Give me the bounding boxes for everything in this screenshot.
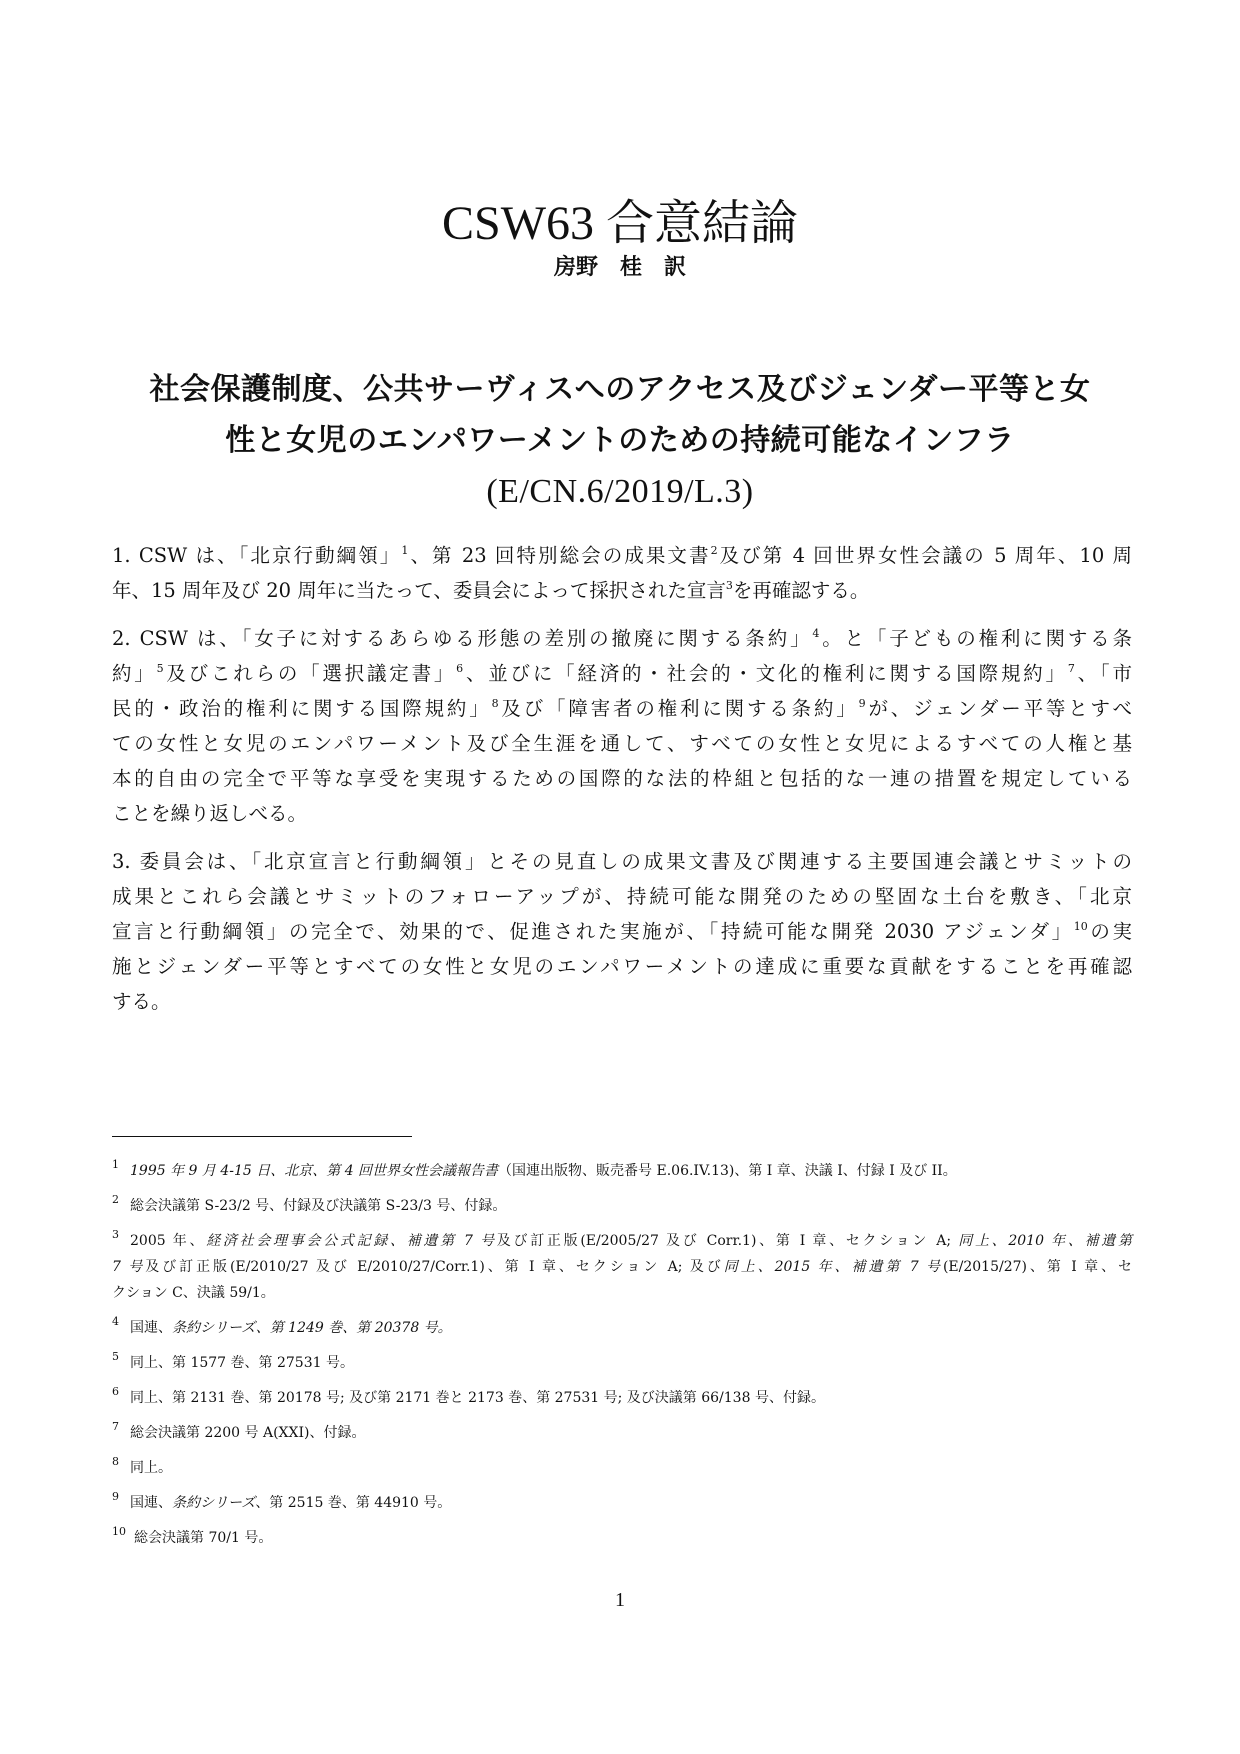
footnote-reference[interactable]: 3 xyxy=(725,579,733,592)
paragraph-line xyxy=(112,879,1132,914)
footnotes xyxy=(112,1158,1132,1560)
footnote-10 xyxy=(112,1525,1132,1551)
footnote-line xyxy=(134,1525,1132,1551)
footnote-number: 10 xyxy=(112,1525,126,1538)
paragraph-line xyxy=(112,538,1132,573)
footnote-text xyxy=(130,1455,1132,1481)
text-run: 総会決議第 2200 号 A(XXI)、付録。 xyxy=(130,1425,366,1441)
footnote-3 xyxy=(112,1228,1132,1306)
footnote-text xyxy=(130,1385,1132,1411)
italic-text: 1995 年 9 月 4-15 日、北京、第 4 回世界女性会議報告書 xyxy=(130,1163,499,1179)
footnote-text xyxy=(130,1193,1132,1219)
footnote-reference[interactable]: 2 xyxy=(710,544,718,557)
paragraph-line xyxy=(112,656,1132,691)
text-run: を再確認する。 xyxy=(732,579,870,602)
text-run: 成果とこれら会議とサミットのフォローアップが、持続可能な開発のための堅固な土台を敷き、「北京 xyxy=(112,885,1133,908)
text-run: 国連、 xyxy=(130,1320,172,1336)
text-run: 、第 2515 巻、第 44910 号。 xyxy=(255,1495,452,1511)
text-run: 宣言と行動綱領」の完全で、効果的で、促進された実施が、「持続可能な開発 2030 アジェンダ」 xyxy=(112,920,1074,943)
text-run: 総会決議第 S-23/2 号、付録及び決議第 S-23/3 号、付録。 xyxy=(130,1198,507,1214)
footnote-number: 4 xyxy=(112,1315,119,1328)
italic-text: 条約シリーズ xyxy=(172,1495,256,1511)
footnote-1 xyxy=(112,1158,1132,1184)
section-heading xyxy=(100,364,1140,517)
text-run: 同上。 xyxy=(130,1460,172,1476)
paragraph-line xyxy=(112,726,1132,761)
footnote-reference[interactable]: 7 xyxy=(1067,662,1075,675)
italic-text: 7 号 xyxy=(112,1259,146,1275)
text-run: ことを繰り返しべる。 xyxy=(112,802,308,825)
text-run: 及び「障害者の権利に関する条約」 xyxy=(498,697,859,720)
text-run: 本的自由の完全で平等な享受を実現するための国際的な法的枠組と包括的な一連の措置を規定している xyxy=(112,767,1132,790)
footnote-reference[interactable]: 9 xyxy=(858,697,866,710)
text-run: 、並びに「経済的・社会的・文化的権利に関する国際規約」 xyxy=(463,662,1068,685)
text-run: 、「市 xyxy=(1074,662,1132,685)
footnote-line xyxy=(130,1193,1132,1219)
text-run: 及び訂正版(E/2010/27 及び E/2010/27/Corr.1)、第 I 章、セクション A; 及び xyxy=(145,1259,724,1275)
footnote-reference[interactable]: 6 xyxy=(456,662,464,675)
text-run: 及び訂正版(E/2005/27 及び Corr.1)、第 I 章、セクション A; xyxy=(496,1233,959,1249)
footnote-line xyxy=(130,1490,1132,1516)
footnote-line xyxy=(130,1350,1132,1376)
footnote-2 xyxy=(112,1193,1132,1219)
footnote-reference[interactable]: 8 xyxy=(491,697,499,710)
footnote-line xyxy=(130,1385,1132,1411)
footnote-number: 1 xyxy=(112,1158,119,1171)
footnote-text xyxy=(134,1525,1132,1551)
footnote-reference[interactable]: 1 xyxy=(401,544,409,557)
text-run: 年、15 周年及び 20 周年に当たって、委員会によって採択された宣言 xyxy=(112,579,726,602)
footnote-text xyxy=(130,1490,1132,1516)
footnote-text xyxy=(130,1420,1132,1446)
footnote-reference[interactable]: 10 xyxy=(1073,920,1088,933)
paragraph-3 xyxy=(112,844,1132,1019)
footnote-number: 9 xyxy=(112,1490,119,1503)
text-run: (E/2015/27)、第 I 章、セ xyxy=(942,1259,1133,1275)
text-run: 及び第 4 回世界女性会議の 5 周年、10 周 xyxy=(717,544,1133,567)
italic-text: 同上、2010 年、補遺第 xyxy=(958,1233,1132,1249)
text-run: 国連、 xyxy=(130,1495,172,1511)
paragraph-1 xyxy=(112,538,1132,608)
paragraph-line xyxy=(112,573,1132,608)
text-run: （国連出版物、販売番号 E.06.IV.13)、第 I 章、決議 I、付録 I 及び II。 xyxy=(498,1163,957,1179)
text-run: の実 xyxy=(1087,920,1132,943)
footnote-line xyxy=(130,1420,1132,1446)
paragraph-line xyxy=(112,796,1132,831)
text-run: 総会決議第 70/1 号。 xyxy=(134,1530,273,1546)
footnote-text xyxy=(112,1228,1133,1306)
footnote-line xyxy=(130,1158,1132,1184)
footnote-8 xyxy=(112,1455,1132,1481)
italic-text: 同上、2015 年、補遺第 7 号 xyxy=(723,1259,943,1275)
footnote-number: 2 xyxy=(112,1193,119,1206)
footnote-number: 5 xyxy=(112,1350,119,1363)
document-title: CSW63 合意結論 xyxy=(441,197,799,251)
footnote-number: 3 xyxy=(112,1228,119,1241)
text-run: ての女性と女児のエンパワーメント及び全生涯を通して、すべての女性と女児によるすべての人権と基 xyxy=(112,732,1132,755)
text-run: クション C、決議 59/1。 xyxy=(112,1285,275,1301)
italic-text: 経済社会理事会公式記録、補遺第 7 号 xyxy=(206,1233,497,1249)
footnote-5 xyxy=(112,1350,1132,1376)
body-text xyxy=(112,538,1132,1032)
italic-text: 条約シリーズ、第 1249 巻、第 20378 号。 xyxy=(172,1320,452,1336)
footnote-text xyxy=(130,1315,1132,1341)
footnote-line xyxy=(130,1315,1132,1341)
paragraph-2 xyxy=(112,621,1132,831)
footnote-9 xyxy=(112,1490,1132,1516)
footnote-4 xyxy=(112,1315,1132,1341)
paragraph-line xyxy=(112,691,1132,726)
footnote-7 xyxy=(112,1420,1132,1446)
footnote-number: 8 xyxy=(112,1455,119,1468)
translator-credit: 房野 桂 訳 xyxy=(553,255,686,280)
paragraph-line xyxy=(112,949,1132,984)
footnote-text xyxy=(130,1350,1132,1376)
text-run: が、ジェンダー平等とすべ xyxy=(865,697,1132,720)
footnote-line xyxy=(130,1228,1132,1254)
footnote-line xyxy=(112,1280,1132,1306)
text-run: 約」 xyxy=(112,662,157,685)
text-run: 2005 年、 xyxy=(130,1233,207,1249)
page-number: 1 xyxy=(615,1589,625,1611)
text-run: 2. CSW は、「女子に対するあらゆる形態の差別の撤廃に関する条約」 xyxy=(112,627,813,650)
footnote-reference[interactable]: 4 xyxy=(812,627,820,640)
footnote-number: 7 xyxy=(112,1420,119,1433)
text-run: する。 xyxy=(112,990,171,1013)
text-run: 同上、第 1577 巻、第 27531 号。 xyxy=(130,1355,354,1371)
text-run: 1. CSW は、「北京行動綱領」 xyxy=(112,544,402,567)
text-run: 施とジェンダー平等とすべての女性と女児のエンパワーメントの達成に重要な貢献をすることを再確認 xyxy=(112,955,1132,978)
footnote-6 xyxy=(112,1385,1132,1411)
footnote-number: 6 xyxy=(112,1385,119,1398)
footnote-line xyxy=(112,1254,1132,1280)
text-run: 。と「子どもの権利に関する条 xyxy=(819,627,1132,650)
text-run: 民的・政治的権利に関する国際規約」 xyxy=(112,697,492,720)
text-run: 、第 23 回特別総会の成果文書 xyxy=(408,544,711,567)
paragraph-line xyxy=(112,984,1132,1019)
paragraph-line xyxy=(112,914,1132,949)
document-code: (E/CN.6/2019/L.3) xyxy=(486,473,754,510)
footnote-reference[interactable]: 5 xyxy=(156,662,164,675)
footnote-separator xyxy=(112,1136,412,1137)
text-run: 3. 委員会は、「北京宣言と行動綱領」とその見直しの成果文書及び関連する主要国連会議とサミットの xyxy=(112,850,1132,873)
text-run: 及びこれらの「選択議定書」 xyxy=(163,662,457,685)
footnote-text xyxy=(130,1158,1132,1184)
section-heading-line: 性と女児のエンパワーメントのための持続可能なインフラ xyxy=(225,423,1015,458)
text-run: 同上、第 2131 巻、第 20178 号; 及び第 2171 巻と 2173 巻、第 27531 号; 及び決議第 66/138 号、付録。 xyxy=(130,1390,825,1406)
paragraph-line xyxy=(112,844,1132,879)
footnote-line xyxy=(130,1455,1132,1481)
paragraph-line xyxy=(112,761,1132,796)
section-heading-line: 社会保護制度、公共サーヴィスへのアクセス及びジェンダー平等と女 xyxy=(149,372,1091,407)
paragraph-line xyxy=(112,621,1132,656)
